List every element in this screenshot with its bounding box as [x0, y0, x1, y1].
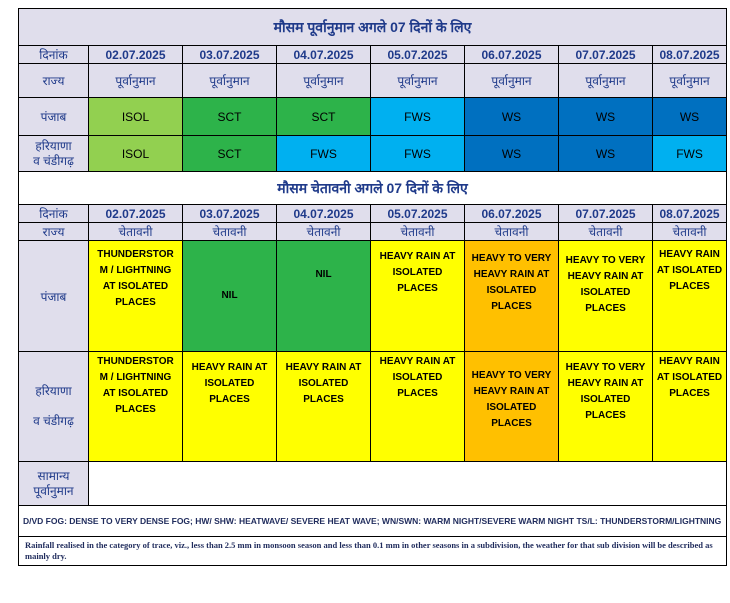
date-cell: 05.07.2025	[371, 46, 465, 64]
warning-title: मौसम चेतावनी अगले 07 दिनों के लिए	[19, 172, 727, 205]
warning-sub-label: चेतावनी	[371, 223, 465, 241]
legend-text: D/VD FOG: DENSE TO VERY DENSE FOG; HW/ SHW: HEATWAVE/ SEVERE HEAT WAVE; WN/SWN: WARM NIGHT/SEVERE WARM NIGHT TS/L: THUNDERSTORM/LIGHTNING	[19, 506, 727, 537]
forecast-sub-row	[19, 64, 727, 98]
forecast-sub-label: पूर्वानुमान	[465, 64, 559, 98]
state-label: राज्य	[19, 223, 89, 241]
forecast-cell: WS	[653, 98, 727, 136]
general-forecast-cell	[89, 462, 727, 506]
date-cell: 03.07.2025	[183, 46, 277, 64]
forecast-sub-label: पूर्वानुमान	[653, 64, 727, 98]
forecast-cell: WS	[465, 98, 559, 136]
state-name: हरियाणा व चंडीगढ़	[19, 352, 89, 462]
forecast-cell: WS	[559, 98, 653, 136]
date-cell: 07.07.2025	[559, 205, 653, 223]
date-cell: 08.07.2025	[653, 46, 727, 64]
forecast-cell: SCT	[183, 98, 277, 136]
date-cell: 04.07.2025	[277, 46, 371, 64]
forecast-row-haryana	[19, 136, 727, 172]
date-cell: 07.07.2025	[559, 46, 653, 64]
state-name: पंजाब	[19, 241, 89, 352]
date-cell: 02.07.2025	[89, 205, 183, 223]
weather-forecast-sheet	[18, 8, 726, 566]
warning-cell: THUNDERSTOR M / LIGHTNING AT ISOLATED PLACES	[89, 241, 183, 352]
warning-sub-label: चेतावनी	[653, 223, 727, 241]
forecast-cell: SCT	[183, 136, 277, 172]
warning-cell: HEAVY TO VERY HEAVY RAIN AT ISOLATED PLACES	[465, 241, 559, 352]
forecast-date-row	[19, 46, 727, 64]
warning-cell: HEAVY TO VERY HEAVY RAIN AT ISOLATED PLACES	[559, 352, 653, 462]
general-forecast-label: सामान्य पूर्वानुमान	[19, 462, 89, 506]
warning-sub-label: चेतावनी	[183, 223, 277, 241]
forecast-table	[18, 8, 727, 566]
forecast-sub-label: पूर्वानुमान	[559, 64, 653, 98]
warning-cell: HEAVY TO VERY HEAVY RAIN AT ISOLATED PLACES	[559, 241, 653, 352]
warning-cell: HEAVY RAIN AT ISOLATED PLACES	[653, 241, 727, 352]
warning-row-haryana	[19, 352, 727, 462]
forecast-row-punjab	[19, 98, 727, 136]
warning-sub-label: चेतावनी	[89, 223, 183, 241]
warning-cell: THUNDERSTOR M / LIGHTNING AT ISOLATED PLACES	[89, 352, 183, 462]
forecast-title: मौसम पूर्वानुमान अगले 07 दिनों के लिए	[19, 9, 727, 46]
forecast-sub-label: पूर्वानुमान	[89, 64, 183, 98]
forecast-cell: FWS	[371, 136, 465, 172]
warning-cell: NIL	[183, 241, 277, 352]
rainfall-note: Rainfall realised in the category of trace, viz., less than 2.5 mm in monsoon season and less than 0.1 mm in other seasons in a subdivision, the weather for that sub division will be described as mainly dry.	[19, 537, 727, 566]
forecast-cell: FWS	[371, 98, 465, 136]
warning-sub-label: चेतावनी	[465, 223, 559, 241]
forecast-cell: WS	[559, 136, 653, 172]
general-forecast-row	[19, 462, 727, 506]
forecast-cell: SCT	[277, 98, 371, 136]
forecast-cell: WS	[465, 136, 559, 172]
date-label: दिनांक	[19, 46, 89, 64]
date-cell: 06.07.2025	[465, 46, 559, 64]
forecast-cell: ISOL	[89, 136, 183, 172]
warning-sub-label: चेतावनी	[277, 223, 371, 241]
warning-cell: HEAVY TO VERY HEAVY RAIN AT ISOLATED PLACES	[465, 352, 559, 462]
date-cell: 04.07.2025	[277, 205, 371, 223]
date-cell: 03.07.2025	[183, 205, 277, 223]
date-cell: 06.07.2025	[465, 205, 559, 223]
warning-cell: HEAVY RAIN AT ISOLATED PLACES	[371, 352, 465, 462]
warning-date-row	[19, 205, 727, 223]
state-name: पंजाब	[19, 98, 89, 136]
date-cell: 05.07.2025	[371, 205, 465, 223]
warning-row-punjab	[19, 241, 727, 352]
forecast-sub-label: पूर्वानुमान	[183, 64, 277, 98]
warning-cell: HEAVY RAIN AT ISOLATED PLACES	[277, 352, 371, 462]
state-label: राज्य	[19, 64, 89, 98]
forecast-sub-label: पूर्वानुमान	[371, 64, 465, 98]
warning-cell: HEAVY RAIN AT ISOLATED PLACES	[371, 241, 465, 352]
state-name: हरियाणा व चंडीगढ़	[19, 136, 89, 172]
warning-cell: HEAVY RAIN AT ISOLATED PLACES	[653, 352, 727, 462]
date-cell: 08.07.2025	[653, 205, 727, 223]
forecast-cell: ISOL	[89, 98, 183, 136]
date-cell: 02.07.2025	[89, 46, 183, 64]
date-label: दिनांक	[19, 205, 89, 223]
warning-sub-row	[19, 223, 727, 241]
warning-cell: NIL	[277, 241, 371, 352]
forecast-sub-label: पूर्वानुमान	[277, 64, 371, 98]
warning-sub-label: चेतावनी	[559, 223, 653, 241]
warning-cell: HEAVY RAIN AT ISOLATED PLACES	[183, 352, 277, 462]
forecast-cell: FWS	[277, 136, 371, 172]
forecast-cell: FWS	[653, 136, 727, 172]
